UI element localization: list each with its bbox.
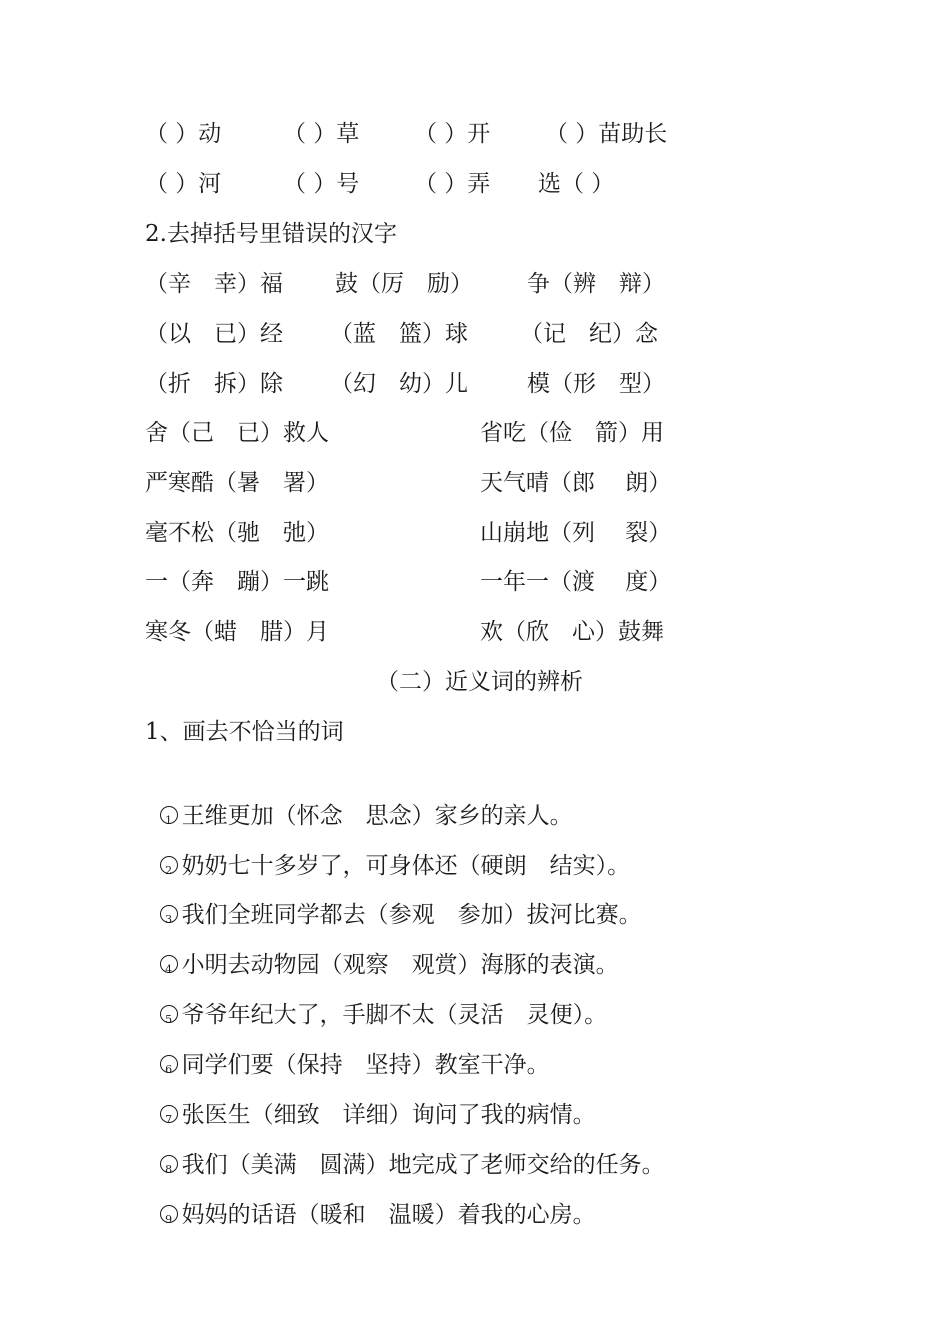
- sentence-text: 小明去动物园（观察 观赏）海豚的表演。: [181, 952, 619, 978]
- sentence-text: 我们（美满 圆满）地完成了老师交给的任务。: [181, 1152, 665, 1178]
- circled-number: 1: [160, 806, 178, 824]
- pick-item: 天气晴（郎 朗）: [480, 470, 672, 496]
- circled-number: 7: [160, 1105, 178, 1123]
- fill-row-1: [0, 117, 668, 151]
- sentence-7: [145, 1064, 596, 1128]
- sentence-4: [145, 914, 619, 978]
- sentence-5: [145, 964, 608, 1028]
- circled-number: 9: [160, 1205, 178, 1223]
- pick3-row-3: [0, 367, 665, 401]
- sentence-text: 爷爷年纪大了，手脚不太（灵活 灵便）。: [181, 1002, 608, 1028]
- pick-item: 舍（己 已）救人: [145, 420, 329, 446]
- pick-item: 鼓（厉 励）: [335, 271, 473, 297]
- pick-item: 争（辨 辩）: [527, 271, 665, 297]
- pick-item: 山崩地（列 裂）: [480, 520, 672, 546]
- circled-number: 2: [160, 856, 178, 874]
- fill-item: （ ）开: [414, 121, 491, 147]
- pick-item: 一（奔 蹦）一跳: [145, 569, 329, 595]
- section-heading: （二）近义词的辨析: [376, 669, 583, 695]
- circled-number: 5: [160, 1005, 178, 1023]
- pick-item: （幻 幼）儿: [330, 371, 468, 397]
- circled-number: 6: [160, 1055, 178, 1073]
- sentence-text: 同学们要（保持 坚持）教室干净。: [181, 1052, 550, 1078]
- pick-item: 模（形 型）: [527, 371, 665, 397]
- fill-item: （ ）河: [145, 171, 222, 197]
- pick2-row-4: [0, 565, 672, 599]
- sentence-text: 张医生（细致 详细）询问了我的病情。: [181, 1102, 596, 1128]
- section2-title: 2.去掉括号里错误的汉字: [145, 221, 397, 247]
- sentence-8: [145, 1114, 665, 1178]
- circled-number: 8: [160, 1155, 178, 1173]
- fill-item: （ ）草: [283, 121, 360, 147]
- sentence-text: 奶奶七十多岁了，可身体还（硬朗 结实）。: [181, 853, 631, 879]
- pick-item: 寒冬（蜡 腊）月: [145, 619, 329, 645]
- pick-item: （辛 幸）福: [145, 271, 283, 297]
- fill-row-2: [0, 167, 615, 201]
- sentence-9: [145, 1164, 596, 1228]
- pick-item: 毫不松（驰 弛）: [145, 520, 329, 546]
- pick-item: （折 拆）除: [145, 371, 283, 397]
- sentence-6: [145, 1014, 550, 1078]
- pick2-row-5: [0, 615, 664, 649]
- circled-number: 4: [160, 955, 178, 973]
- pick2-row-1: [0, 416, 664, 450]
- fill-item: （ ）号: [283, 171, 360, 197]
- circled-number: 3: [160, 905, 178, 923]
- pick-item: 欢（欣 心）鼓舞: [480, 619, 664, 645]
- pick-item: 严寒酷（暑 署）: [145, 470, 329, 496]
- pick3-row-1: [0, 267, 665, 301]
- pick-item: （记 纪）念: [520, 321, 658, 347]
- sentence-3: [145, 864, 642, 928]
- pick-item: 一年一（渡 度）: [480, 569, 672, 595]
- sentence-2: [145, 815, 631, 879]
- pick-item: （以 已）经: [145, 321, 283, 347]
- sentence-text: 王维更加（怀念 思念）家乡的亲人。: [181, 803, 573, 829]
- exercise1-title: 1、画去不恰当的词: [145, 719, 344, 745]
- pick3-row-2: [0, 317, 658, 351]
- sentence-1: [145, 765, 573, 829]
- pick2-row-2: [0, 466, 672, 500]
- sentence-text: 妈妈的话语（暖和 温暖）着我的心房。: [181, 1202, 596, 1228]
- pick-item: 省吃（俭 箭）用: [480, 420, 664, 446]
- fill-item: （ ）苗助长: [545, 121, 668, 147]
- fill-item: （ ）动: [145, 121, 222, 147]
- fill-item: （ ）弄: [414, 171, 491, 197]
- sentence-text: 我们全班同学都去（参观 参加）拔河比赛。: [181, 902, 642, 928]
- fill-item: 选（ ）: [538, 171, 615, 197]
- pick-item: （蓝 篮）球: [330, 321, 468, 347]
- pick2-row-3: [0, 516, 672, 550]
